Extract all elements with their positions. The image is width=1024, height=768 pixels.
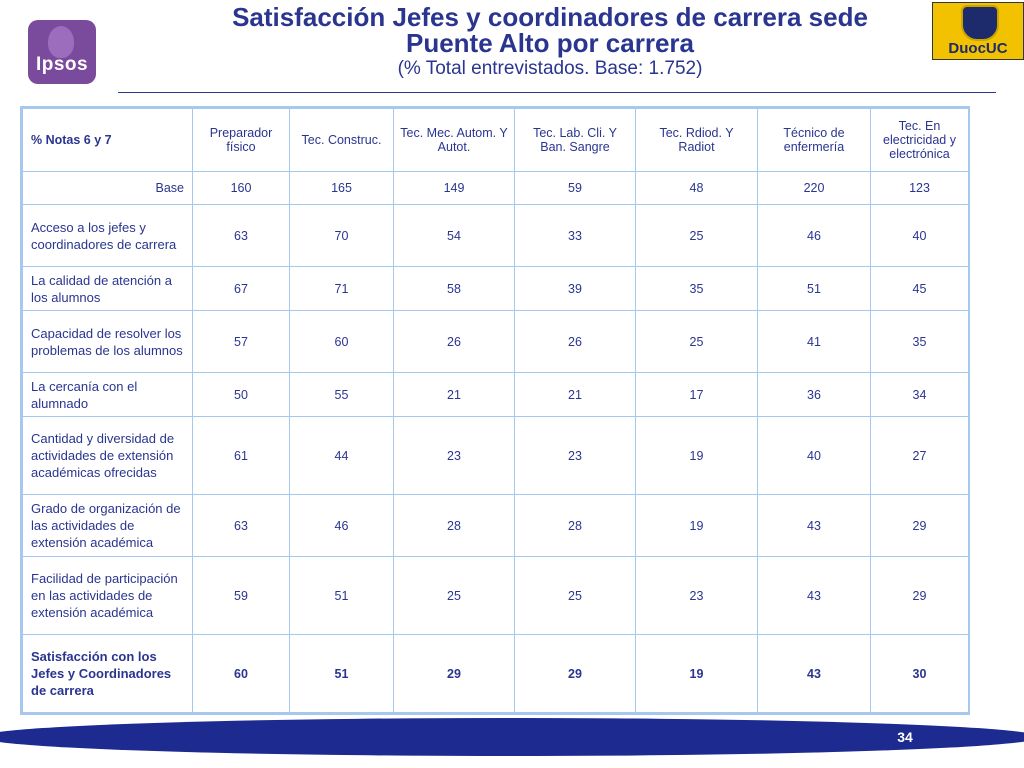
table-cell: 60 [290, 311, 394, 373]
ipsos-logo-text: Ipsos [35, 54, 89, 75]
table-cell: 34 [871, 373, 969, 417]
duoc-logo-text: DuocUC [948, 40, 1008, 57]
table-cell: 61 [193, 417, 290, 495]
table-cell: 35 [636, 267, 758, 311]
page-number: 34 [897, 729, 913, 745]
table-cell: 25 [636, 311, 758, 373]
table-cell: 59 [193, 557, 290, 635]
row-label: Satisfacción con los Jefes y Coordinadores de carrera [23, 635, 193, 713]
table-cell: 21 [515, 373, 636, 417]
table-cell: 29 [871, 557, 969, 635]
base-label: Base [23, 172, 193, 205]
row-label: Grado de organización de las actividades de extensión académica [23, 495, 193, 557]
table-row [23, 267, 969, 311]
table-cell: 44 [290, 417, 394, 495]
table-cell: 54 [394, 205, 515, 267]
row-label: Acceso a los jefes y coordinadores de carrera [23, 205, 193, 267]
footer-banner [0, 718, 1024, 756]
table-cell: 21 [394, 373, 515, 417]
table-cell: 51 [290, 635, 394, 713]
crest-icon [961, 5, 999, 41]
table-cell: 43 [758, 495, 871, 557]
base-cell: 220 [758, 172, 871, 205]
table-cell: 33 [515, 205, 636, 267]
base-cell: 48 [636, 172, 758, 205]
table-cell: 41 [758, 311, 871, 373]
table-cell: 43 [758, 635, 871, 713]
table-row [23, 557, 969, 635]
table-cell: 43 [758, 557, 871, 635]
table-cell: 51 [290, 557, 394, 635]
column-header: Tec. Rdiod. Y Radiot [636, 109, 758, 172]
title-line-2: Puente Alto por carrera [405, 28, 694, 58]
table-cell: 35 [871, 311, 969, 373]
table-cell: 46 [758, 205, 871, 267]
row-label: Capacidad de resolver los problemas de los alumnos [23, 311, 193, 373]
table-cell: 40 [758, 417, 871, 495]
table-cell: 55 [290, 373, 394, 417]
base-cell: 149 [394, 172, 515, 205]
table-cell: 29 [515, 635, 636, 713]
table-cell: 19 [636, 495, 758, 557]
page-title [150, 4, 950, 56]
table-cell: 71 [290, 267, 394, 311]
table-cell: 28 [394, 495, 515, 557]
table-row [23, 311, 969, 373]
table-cell: 19 [636, 635, 758, 713]
column-header: Tec. En electricidad y electrónica [871, 109, 969, 172]
table-cell: 63 [193, 495, 290, 557]
table-row [23, 205, 969, 267]
column-header: Tec. Construc. [290, 109, 394, 172]
base-cell: 123 [871, 172, 969, 205]
table-row [23, 417, 969, 495]
row-label: La cercanía con el alumnado [23, 373, 193, 417]
table-row [23, 495, 969, 557]
page-subtitle: (% Total entrevistados. Base: 1.752) [397, 58, 703, 79]
table-cell: 50 [193, 373, 290, 417]
table-cell: 45 [871, 267, 969, 311]
table-cell: 67 [193, 267, 290, 311]
column-header: Técnico de enfermería [758, 109, 871, 172]
table-cell: 39 [515, 267, 636, 311]
table-cell: 23 [394, 417, 515, 495]
table-cell: 23 [515, 417, 636, 495]
column-header: Tec. Lab. Cli. Y Ban. Sangre [515, 109, 636, 172]
row-label: Facilidad de participación en las actividades de extensión académica [23, 557, 193, 635]
table-cell: 40 [871, 205, 969, 267]
base-cell: 165 [290, 172, 394, 205]
table-cell: 60 [193, 635, 290, 713]
table-cell: 36 [758, 373, 871, 417]
ipsos-logo [28, 20, 96, 84]
table-cell: 70 [290, 205, 394, 267]
table-cell: 30 [871, 635, 969, 713]
column-header: Preparador físico [193, 109, 290, 172]
table-cell: 58 [394, 267, 515, 311]
table-cell: 63 [193, 205, 290, 267]
table-cell: 27 [871, 417, 969, 495]
table-cell: 46 [290, 495, 394, 557]
row-label: La calidad de atención a los alumnos [23, 267, 193, 311]
table-row [23, 373, 969, 417]
table-cell: 28 [515, 495, 636, 557]
table-cell: 25 [515, 557, 636, 635]
table-cell: 25 [394, 557, 515, 635]
title-divider [118, 92, 996, 93]
table-cell: 29 [394, 635, 515, 713]
table-cell: 19 [636, 417, 758, 495]
table-header-row [23, 109, 969, 172]
table-cell: 25 [636, 205, 758, 267]
table-cell: 29 [871, 495, 969, 557]
results-table [20, 106, 970, 715]
table-cell: 23 [636, 557, 758, 635]
base-cell: 59 [515, 172, 636, 205]
column-header: Tec. Mec. Autom. Y Autot. [394, 109, 515, 172]
table-cell: 17 [636, 373, 758, 417]
table-cell: 26 [515, 311, 636, 373]
title-line-1: Satisfacción Jefes y coordinadores de carrera sede [232, 2, 868, 32]
corner-header: % Notas 6 y 7 [23, 109, 193, 172]
duoc-logo [932, 2, 1024, 60]
summary-row [23, 635, 969, 713]
table-cell: 57 [193, 311, 290, 373]
base-cell: 160 [193, 172, 290, 205]
table-cell: 51 [758, 267, 871, 311]
base-row [23, 172, 969, 205]
row-label: Cantidad y diversidad de actividades de extensión académicas ofrecidas [23, 417, 193, 495]
table-cell: 26 [394, 311, 515, 373]
